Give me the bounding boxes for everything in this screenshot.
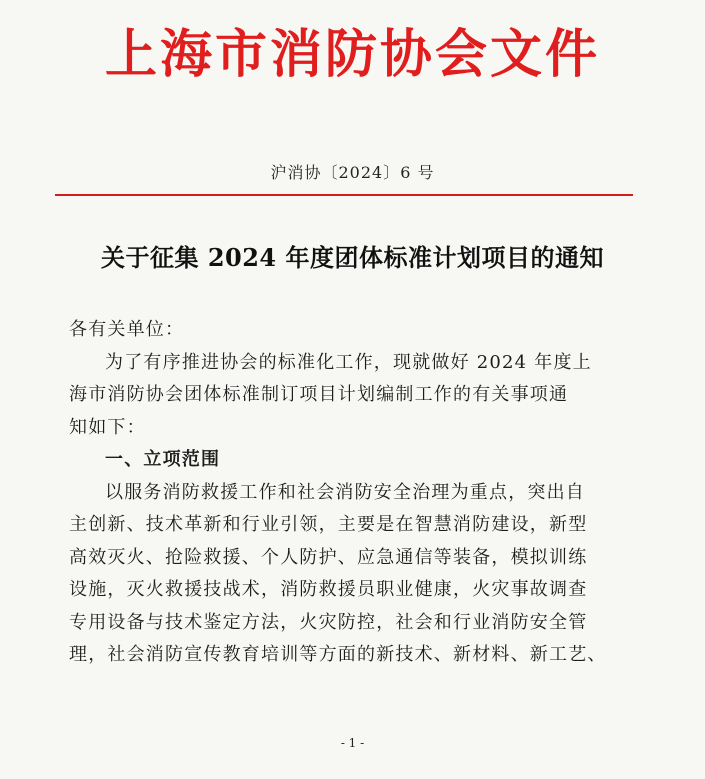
paragraph-line: 高效灭火、抢险救援、个人防护、应急通信等装备，模拟训练 — [69, 546, 588, 568]
paragraph-line: 为了有序推进协会的标准化工作，现就做好 2024 年度上 — [105, 351, 592, 373]
page-number: - 1 - — [340, 736, 365, 750]
paragraph-line: 专用设备与技术鉴定方法，火灾防控，社会和行业消防安全管 — [69, 611, 588, 633]
notice-title: 关于征集 2024 年度团体标准计划项目的通知 — [100, 243, 604, 272]
document-number: 沪消协〔2024〕6 号 — [270, 163, 435, 182]
paragraph-line: 海市消防协会团体标准制订项目计划编制工作的有关事项通 — [69, 384, 569, 405]
paragraph-line: 知如下： — [69, 416, 146, 438]
paragraph-line: 以服务消防救援工作和社会消防安全治理为重点，突出自 — [105, 481, 585, 503]
paragraph-line: 理，社会消防宣传教育培训等方面的新技术、新材料、新工艺、 — [69, 644, 607, 665]
document-body — [69, 314, 639, 672]
salutation: 各有关单位： — [69, 319, 185, 340]
red-divider — [55, 194, 633, 196]
section-heading: 一、立项范围 — [105, 449, 221, 470]
paragraph-line: 设施，灭火救援技战术，消防救援员职业健康，火灾事故调查 — [69, 579, 588, 600]
paragraph-line: 主创新、技术革新和行业引领，主要是在智慧消防建设，新型 — [69, 514, 588, 535]
header-title: 上海市消防协会文件 — [104, 24, 600, 85]
